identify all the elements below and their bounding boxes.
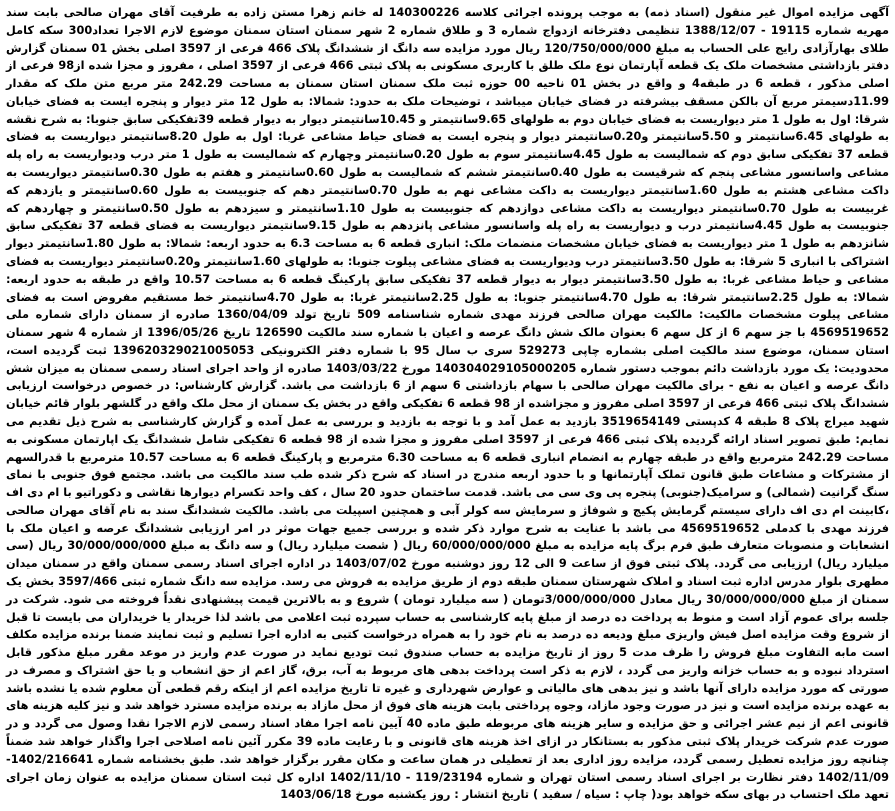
auction-notice-text: آگهی مزایده اموال غیر منقول (اسناد ذمه) به موجب پرونده اجرائی کلاسه 140300226 له خانم زهرا مستن زاده به طرفیت آقای مهران صالحی بابت سند مهریه شماره 19115 - 1388/12/07 تنظیمی دفترخانه ازدواج شماره 3 و طلاق شماره 2 شهر سمنان استان سمنان موضوع لازم الاجرا تعداد300 سکه کامل طلای بهارآزادی رایج علی الحساب به مبلغ 120/750/000/000 ریال مورد مزایده سه دانگ از ششدانگ پلاک 466 فرعی از 3597 اصلی بخش 01 سمنان گزارش دفتر بازداشتی مشخصات ملک یک قطعه آپارتمان نوع ملک طلق با کاربری مسکونی به پلاک ثبتی 466 فرعی از 3597 اصلی ، مفروز و مجزا شده از98 فرعی از اصلی مذکور ، قطعه 6 در طبقه4 و واقع در بخش 01 ناحیه 00 حوزه ثبت ملک سمنان استان سمنان به مساحت 242.29 متر مربع متن ملک که مقدار 11.99دسیمتر مربع آن بالکن مسقف بیشرفته در فضای خیابان میباشد ، توضیحات ملک به حدود: شمالا: به طول 12 متر دیوار و پنجره ایست به فضای خیابان شرقا: اول به طول 1 متر دیواریست به فضای خیابان دوم به طولهای 9.65سانتیمتر و 10.45سانتیمتر دیوار به دیوار قطعه 39تفکیکی سابق جنوبا: به شرح نقشه به طولهای 6.45سانتیمتر و 5.50سانتیمتر و0.20سانتیمتر دیوار و پنجره ایست به فضای حیاط مشاعی غربا: اول به طول 8.20سانتیمتر دیواریست به فضای قطعه 37 تفکیکی سابق دوم که شمالیست به طول 4.45سانتیمتر سوم به طول 0.20سانتیمتر وچهارم که شمالیست به طول 1 متر درب ودیواریست به راه پله مشاعی واسانسور مشاعی پنجم که شرقیست به طول 0.40سانتیمتر ششم که شمالیست به طول 0.60سانتیمتر و هفتم به طول 0.30سانتیمتر دیواریست به داکت مشاعی هشتم به طول 1.60سانتیمتر دیواریست به داکت مشاعی نهم به طول 0.70سانتیمتر دهم که جنوبیست به طول 0.60سانتیمتر و یازدهم که غربیست به طول 0.70سانتیمتر دیواریست به داکت مشاعی دوازدهم که جنوبیست به طول 1.10سانتیمتر و سیزدهم به طول 0.50سانتیمتر و چهاردهم که جنوبیست به طول 4.45سانتیمتر درب و دیواریست به راه پله واسانسور مشاعی پانزدهم به طول 9.15سانتیمتر دیواریست به فضای قطعه 37 تفکیکی سابق شانزدهم به طول 1 متر دیواریست به فضای خیابان مشخصات منضمات ملک: انباری قطعه 6 به مساحت 6.3 به حدود اربعه: شمالا: به طول 1.80سانتیمتر دیوار اشتراکی با انباری 5 شرقا: به طول 3.50سانتیمتر درب ودیواریست به فضای مشاعی پیلوت جنوبا: به طولهای 1.60سانتیمتر و0.20سانتیمتر دیواریست به فضای مشاعی و حیاط مشاعی غربا: به طول 3.50سانتیمتر دیوار به دیوار قطعه 37 تفکیکی سابق پارکینگ قطعه 6 به مساحت 10.57 واقع در طبقه به حدود اربعه: شمالا: به طول 2.25سانتیمتر شرقا: به طول 4.70سانتیمتر جنوبا: به طول 2.25سانتیمتر غربا: به طول 4.70سانتیمتر خط مستقیم مفروض است به فضای مشاعی پیلوت مشخصات مالکیت: مالکیت مهران صالحی فرزند مهدی شماره شناسنامه 509 تاریخ تولد 1360/04/09 صادره از سمنان دارای شماره ملی 4569519652 با جز سهم 6 از کل سهم 6 بعنوان مالک شش دانگ عرصه و اعیان با شماره سند مالکیت 126590 تاریخ 1396/05/26 از شماره 4 شهر سمنان استان سمنان، موضوع سند مالکیت اصلی بشماره چاپی 529273 سری ب سال 95 با شماره دفتر الکترونیکی 139620329021005053 ثبت گردیده است، محدودیت: یک مورد بازداشت دائم بموجب دستور شماره 140304029105000205 مورخ 1403/03/22 صادره از واحد اجرای اسناد رسمی سمنان به میزان شش دانگ عرصه و اعیان به نفع - برای مالکیت مهران صالحی با سهام بازداشتی 6 سهم از 6 بازداشت می باشد. گزارش کارشناس: در خصوص درخواست ارزیابی ششدانگ پلاک ثبتی 466 فرعی از 3597 اصلی مفروز و مجزاشده از 98 قطعه 6 تفکیکی واقع در بخش یک سمنان از محل ملک واقع در گلشهر بلوار قائم خیابان شهید میراج پلاک 8 طبقه 4 کدپستی 3519654149 بازدید به عمل آمد و با توجه به بازدید و بررسی به عمل آمده و گزارش کارشناسی به شرح ذیل تقدیم می نمایم: طبق تصویر اسناد ارائه گردیده پلاک ثبتی 466 فرعی از 3597 اصلی مفروز و مجزا شده از 98 قطعه 6 تفکیکی شامل ششدانگ یک اپارتمان مسکونی به مساحت 242.29 مترمربع واقع در طبقه چهارم به انضمام انباری قطعه 6 به مساحت 6.30 مترمربع و پارکینگ قطعه 6 به مساحت 10.57 مترمربع با قدرالسهم از مشترکات و مشاعات طبق قانون تملک آپارتمانها و با حدود اربعه مندرج در اسناد که شرح ذکر شده طب سند مالکیت می باشد. مجتمع فوق جنوبی با نمای سنگ گرانیت (شمالی) و سرامیک(جنوبی) پنجره پی وی سی می باشد. قدمت ساختمان حدود 20 سال ، کف واحد تکسرام دیوارها نقاشی و دکوراتیو با ام دی اف ،کابینت ام دی اف دارای سیستم گرمایش پکیج و شوفاژ و سرمایش سه کولر آبی و همچنین اسپیلت می باشد. مالکیت ششدانگ سند به نام آقای مهران صالحی فرزند مهدی با کدملی 4569519652 می باشد با عنایت به شرح موارد ذکر شده و بررسی جمیع جهات موثر در امر ارزیابی ششدانگ عرصه و اعیان ملک با انشعابات و منصوبات متعارف طبق فرم برگ پایه مزایده به مبلغ 60/000/000/000 ریال ( شصت میلیارد ریال) و سه دانگ به مبلغ 30/000/000/000 ریال (سی میلیارد ریال) ارزیابی می گردد. پلاک ثبتی فوق از ساعت 9 الی 12 روز دوشنبه مورخ 1403/07/02 در اداره اجرای اسناد رسمی سمنان واقع در سمنان میدان مطهری بلوار مدرس اداره ثبت اسناد و املاک شهرستان سمنان طبقه دوم از طریق مزایده به فروش می رسد. مزایده سه دانگ شماره ثبتی 3597/466 بخش یک سمنان از مبلغ 30/000/000/000 ریال معادل 3/000/000/000تومان ( سه میلیارد تومان ) شروع و به بالاترین قیمت پیشنهادی نقداً فروخته می شود. شرکت در جلسه برای عموم آزاد است و منوط به پرداخت ده درصد از مبلغ پایه کارشناسی به حساب سپرده ثبت اعلامی می باشد لذا خریدار یا خریداران می بایست تا قبل از شروع وقت مزایده اصل فیش واریزی مبلغ ودیعه ده درصد به نام خود را به همراه درخواست کتبی به اداره اجرا تسلیم و ثبت نمایند ضمنا برنده مزایده مکلف است مابه التفاوت مبلغ فروش را ظرف مدت 5 روز از تاریخ مزایده به حساب صندوق ثبت تودیع نماید در صورت عدم واریز در موعد مقرر مبلغ مذکور قابل استرداد نبوده و به حساب خزانه واریز می گردد ، لازم به ذکر است پرداخت بدهی های مربوط به آب، برق، گاز اعم از حق انشعاب و یا حق اشتراک و مصرف در صورتی که مورد مزایده دارای آنها باشد و نیز بدهی های مالیاتی و عوارض شهرداری و غیره تا تاریخ مزایده اعم از اینکه رقم قطعی آن معلوم شده یا نشده باشد به عهده برنده مزایده است و نیز در صورت وجود مازاد، وجوه پرداختی بابت هزینه های فوق از محل مازاد به برنده مزایده مسترد خواهد شد و نیز کلیه هزینه های قانونی اعم از نیم عشر اجرائی و حق مزایده و سایر هزینه های مربوطه طبق ماده 40 آیین نامه اجرا مفاد اسناد رسمی لازم الاجرا نقدا وصول می گردد و در صورت عدم شرکت خریدار پلاک ثبتی مذکور به بستانکار در ازای اخذ هزینه های قانونی و با رعایت ماده 39 مکرر آئین نامه اصلاحی اجرا واگذار خواهد شد ضمناً چنانچه روز مزایده تعطیل رسمی گردد، مزایده روز اداری بعد از تعطیلی در همان ساعت و مکان مقرر برگزار خواهد شد. طبق بخشنامه شماره 1402/216641- 1402/11/09 دفتر نظارت بر اجرای اسناد رسمی استان تهران و شماره 119/23194 - 1402/11/10 اداره کل ثبت استان سمنان مزایده به عنوان زمان اجرای تعهد ملک احتساب در بهای سکه خواهد بود( چاپ : سیاه / سفید ) تاریخ انتشار : روز یکشنبه مورخ 1403/06/18 (6, 6, 890, 802)
